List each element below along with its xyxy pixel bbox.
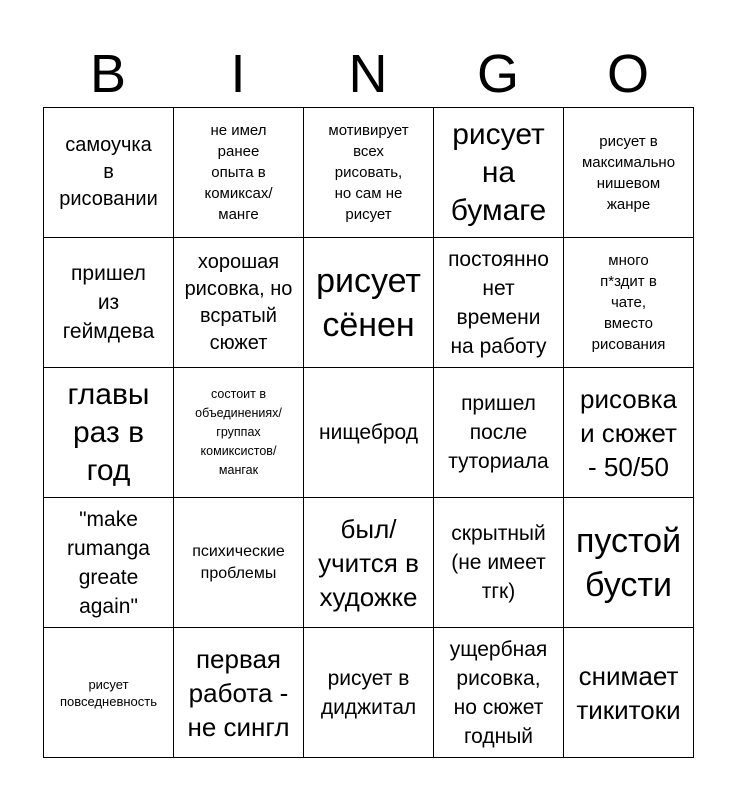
bingo-cell[interactable]	[44, 628, 174, 758]
cell-text: рисует на бумаге	[450, 117, 547, 227]
cell-text: был/ учится в художке	[318, 513, 419, 612]
cell-text: рисует сёнен	[316, 261, 421, 344]
cell-text: пришел из геймдева	[62, 262, 155, 343]
bingo-cell[interactable]	[174, 108, 304, 238]
bingo-cell[interactable]	[174, 498, 304, 628]
cell-text: рисовка и сюжет - 50/50	[580, 383, 677, 482]
bingo-cell[interactable]	[174, 628, 304, 758]
cell-text: не имел ранее опыта в комиксах/ манге	[204, 122, 273, 223]
bingo-cell[interactable]	[434, 368, 564, 498]
bingo-cell[interactable]	[174, 238, 304, 368]
header-letter-o: O	[606, 44, 649, 104]
cell-text: хорошая рисовка, но всратый сюжет	[184, 250, 293, 354]
bingo-cell[interactable]	[434, 108, 564, 238]
cell-text: снимает тикитоки	[576, 660, 681, 725]
bingo-cell[interactable]	[304, 628, 434, 758]
bingo-cell[interactable]	[304, 498, 434, 628]
cell-text: самоучка в рисовании	[59, 134, 158, 210]
cell-text: рисует в диджитал	[320, 666, 417, 719]
cell-text: "make rumanga greate again"	[67, 507, 150, 618]
bingo-cell[interactable]	[304, 368, 434, 498]
cell-text: нищеброд	[319, 421, 418, 444]
cell-text: мотивирует всех рисовать, но сам не рисует	[328, 122, 409, 223]
cell-text: рисует в максимально нишевом жанре	[581, 132, 676, 213]
bingo-cell[interactable]	[44, 368, 174, 498]
cell-text: скрытный (не имеет тгк)	[451, 522, 546, 603]
header-letter-g: G	[476, 44, 519, 104]
bingo-cell[interactable]	[304, 238, 434, 368]
cell-text: первая работа - не сингл	[187, 643, 290, 742]
bingo-board	[43, 107, 694, 758]
bingo-cell[interactable]	[434, 498, 564, 628]
cell-text: главы раз в год	[67, 377, 150, 487]
bingo-header	[43, 40, 693, 108]
header-letter-i: I	[230, 44, 246, 104]
bingo-cell[interactable]	[434, 628, 564, 758]
bingo-cell[interactable]	[44, 238, 174, 368]
cell-text: состоит в объединениях/ группах комиксистов/ мангак	[195, 387, 282, 477]
cell-text: много п*здит в чате, вместо рисования	[591, 252, 666, 353]
header-letter-n: N	[348, 44, 388, 104]
bingo-cell[interactable]	[44, 498, 174, 628]
cell-text: пустой бусти	[575, 521, 682, 604]
bingo-cell[interactable]	[44, 108, 174, 238]
cell-text: рисует повседневность	[59, 676, 157, 709]
cell-text: постоянно нет времени на работу	[448, 247, 549, 358]
bingo-cell[interactable]	[174, 368, 304, 498]
bingo-cell[interactable]	[564, 368, 694, 498]
bingo-cell[interactable]	[564, 498, 694, 628]
bingo-cell[interactable]	[434, 238, 564, 368]
bingo-cell[interactable]	[564, 238, 694, 368]
bingo-cell[interactable]	[304, 108, 434, 238]
header-letter-b: B	[89, 44, 127, 104]
bingo-cell[interactable]	[564, 108, 694, 238]
cell-text: психические проблемы	[192, 542, 285, 582]
cell-text: ущербная рисовка, но сюжет годный	[449, 637, 548, 748]
cell-text: пришел после туториала	[448, 392, 549, 473]
bingo-cell[interactable]	[564, 628, 694, 758]
